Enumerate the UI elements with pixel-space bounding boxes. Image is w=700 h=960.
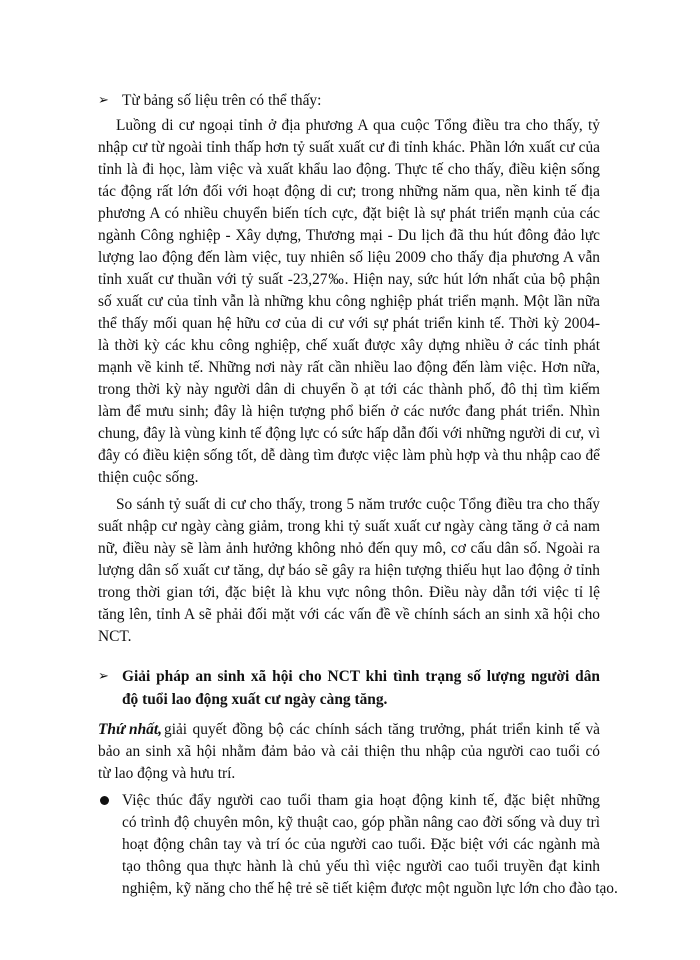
text-line: trong thời gian tới, đặc biệt là khu vực nông thôn. Điều này dẫn tới việc tỉ lệ <box>98 584 600 601</box>
section1-heading: Từ bảng số liệu trên có thể thấy: <box>122 92 322 109</box>
text-line: So sánh tỷ suất di cư cho thấy, trong 5 năm trước cuộc Tổng điều tra cho thấy <box>116 496 600 513</box>
lead-phrase: Thứ nhất, <box>98 721 162 738</box>
text-line: ngành Công nghiệp - Xây dựng, Thương mại - Du lịch đã thu hút đông đảo lực <box>98 227 600 244</box>
text-line: là thời kỳ các khu công nghiệp, chế xuất được xây dựng nhiều ở các tỉnh phát <box>98 337 600 354</box>
text-line: tỉnh là đi học, làm việc và xuất khẩu lao động. Thực tế cho thấy, điều kiện sống <box>98 161 600 178</box>
text-line: số xuất cư của tỉnh vẫn là những khu công nghiệp phát triển mạnh. Một lần nữa <box>98 293 600 310</box>
text-line: từ lao động và hưu trí. <box>98 765 236 782</box>
text-line: lượng dân số xuất cư tăng, dự báo sẽ gây ra hiện tượng thiếu hụt lao động ở tỉnh <box>98 562 600 579</box>
text-line: lượng lao động đến làm việc, tuy nhiên số liệu 2009 cho thấy địa phương A vẫn <box>98 249 600 266</box>
arrow-bullet-icon: ➢ <box>98 93 109 108</box>
text-line: hoạt động chân tay và trí óc của người cao tuổi. Đặc biệt với các ngành mà <box>122 836 600 853</box>
text-line: suất nhập cư ngày càng giảm, trong khi tỷ suất xuất cư ngày càng tăng ở cả nam <box>98 518 600 535</box>
section2-heading-line-2: độ tuổi lao động xuất cư ngày càng tăng. <box>122 691 388 708</box>
section2-heading-line-1: Giải pháp an sinh xã hội cho NCT khi tình trạng số lượng người dân <box>122 668 600 685</box>
text-line: tăng lên, tỉnh A sẽ phải đối mặt với các vấn đề về chính sách an sinh xã hội cho <box>98 606 600 623</box>
text-line: mạnh về kinh tế. Những nơi này rất cần nhiều lao động đến làm việc. Hơn nữa, <box>98 359 600 376</box>
text-line: NCT. <box>98 628 132 645</box>
bullet-dot-icon <box>100 796 109 805</box>
text-line: phương A có nhiều chuyển biến tích cực, đặt biệt là sự phát triển mạnh của các <box>98 205 600 222</box>
text-line: nhập cư từ ngoài tỉnh thấp hơn tỷ suất xuất cư đi tỉnh khác. Phần lớn xuất cư của <box>98 139 600 156</box>
text-line: làm để mưu sinh; đây là hiện tượng phổ biến ở các nước đang phát triển. Nhìn <box>98 403 600 420</box>
text-line: đây có điều kiện sống tốt, dễ dàng tìm được việc làm phù hợp và thu nhập cao để <box>98 447 600 464</box>
text-line: thiện cuộc sống. <box>98 469 199 486</box>
text-line: trong thời kỳ này người dân di chuyển ồ ạt tới các thành phố, đô thị tìm kiếm <box>98 381 600 398</box>
text-line: Việc thúc đẩy người cao tuổi tham gia hoạt động kinh tế, đặc biệt những <box>122 792 600 809</box>
text-line: nữ, điều này sẽ làm ảnh hưởng không nhỏ đến quy mô, cơ cấu dân số. Ngoài ra <box>98 540 600 557</box>
text-line: nghiệm, kỹ năng cho thế hệ trẻ sẽ tiết kiệm được một nguồn lực lớn cho đào tạo. <box>122 880 618 897</box>
text-line: tỉnh xuất cư thuần với tỷ suất -23,27‰. Hiện nay, sức hút lớn nhất của bộ phận <box>98 271 600 288</box>
text-line: Luồng di cư ngoại tỉnh ở địa phương A qua cuộc Tổng điều tra cho thấy, tỷ <box>116 117 600 134</box>
text-line: thể thấy mối quan hệ hữu cơ của di cư với sự phát triển kinh tế. Thời kỳ 2004- <box>98 315 600 332</box>
text-line: tác động rất lớn đối với hoạt động di cư; trong những năm qua, nền kinh tế địa <box>98 183 600 200</box>
text-line: chung, đây là vùng kinh tế động lực có sức hấp dẫn đối với những người di cư, vì <box>98 425 600 442</box>
text-line: có trình độ chuyên môn, kỹ thuật cao, góp phần nâng cao đời sống và duy trì <box>122 814 600 831</box>
text-line: bảo an sinh xã hội nhằm đảm bảo và cải thiện thu nhập của người cao tuổi có <box>98 743 600 760</box>
text-line: giải quyết đồng bộ các chính sách tăng trưởng, phát triển kinh tế và <box>164 721 600 738</box>
arrow-bullet-icon: ➢ <box>98 669 109 684</box>
text-line: tạo thông qua thực hành là chủ yếu thì việc người cao tuổi truyền đạt kinh <box>122 858 600 875</box>
